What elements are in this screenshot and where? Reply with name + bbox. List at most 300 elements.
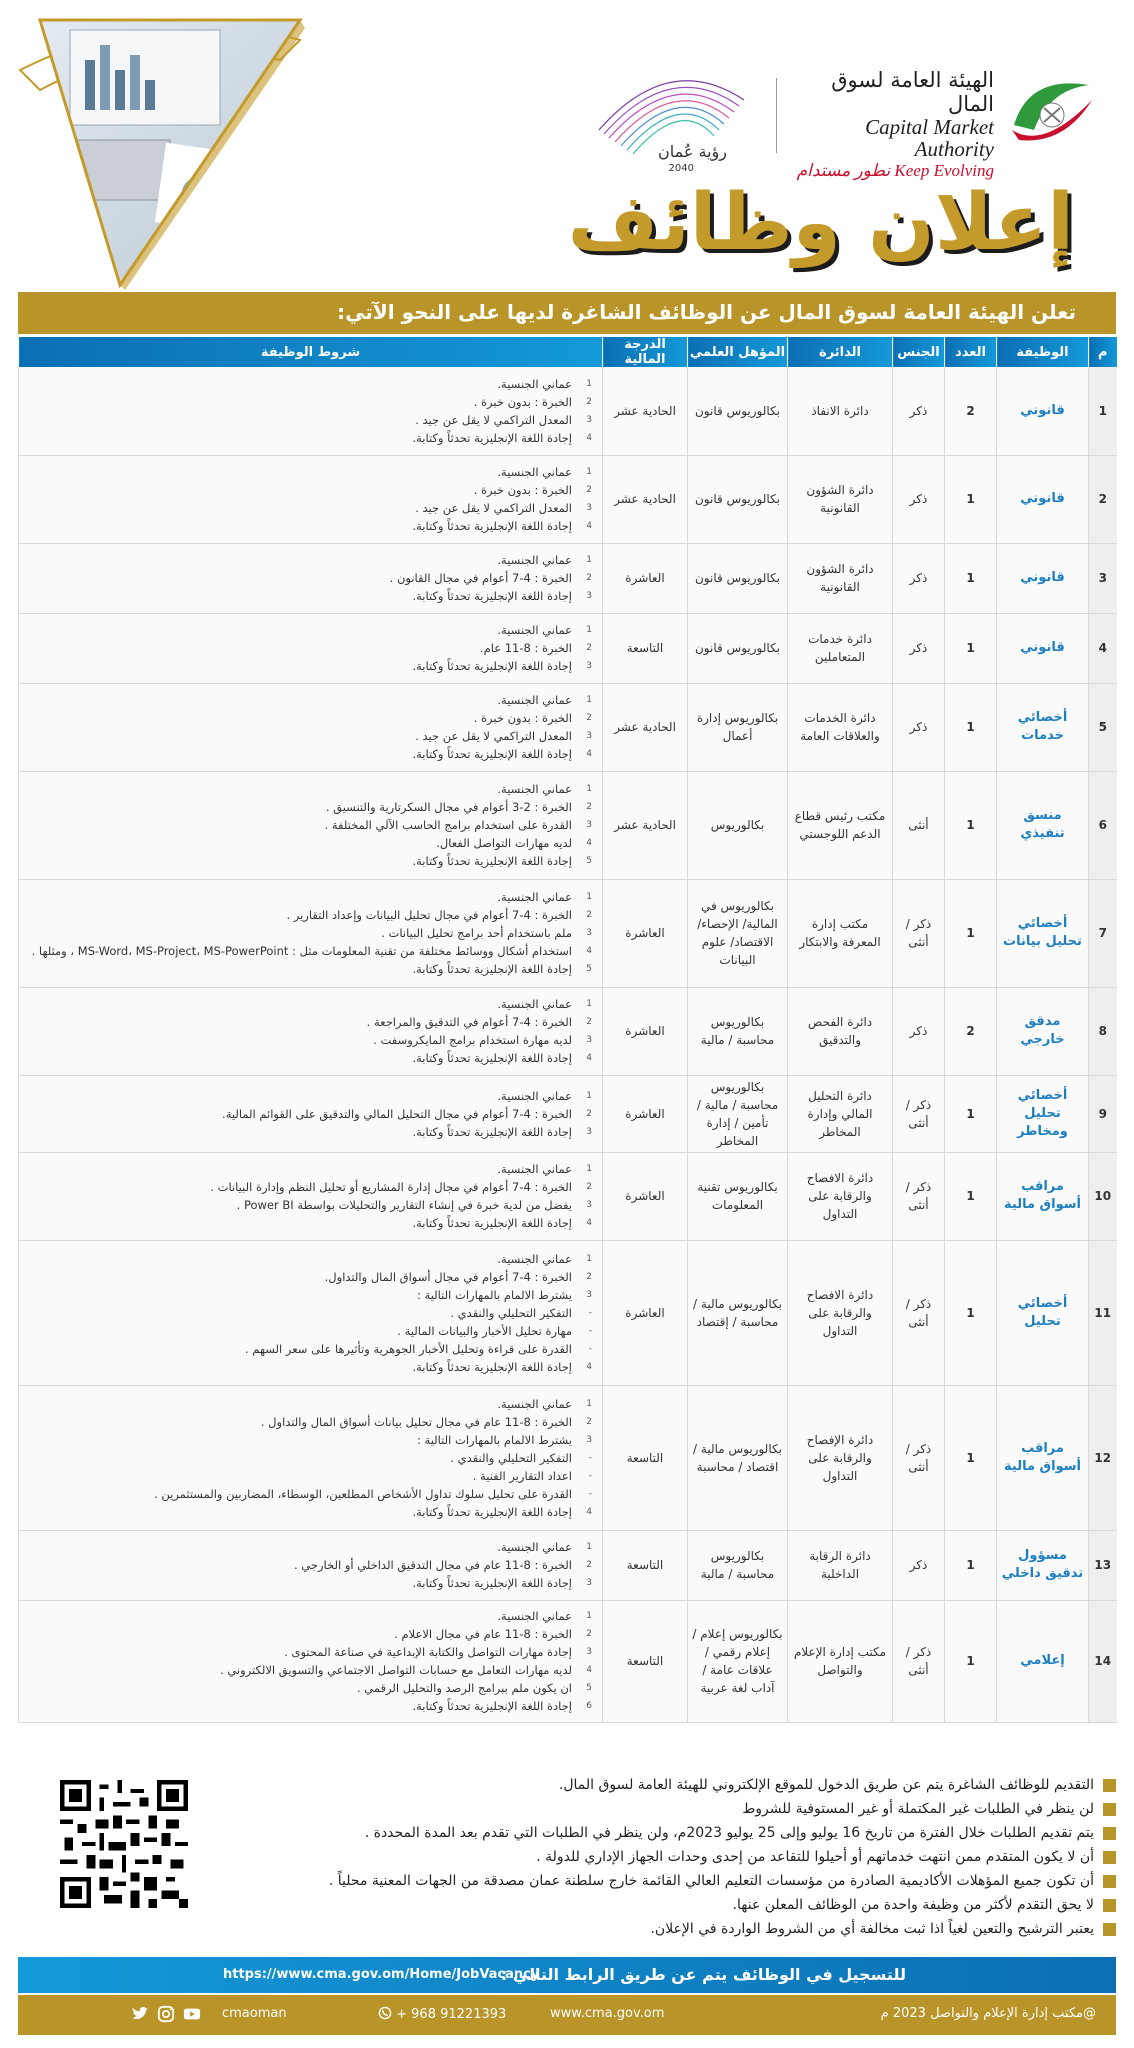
table-row xyxy=(19,1152,1117,1240)
job-department: دائرة خدمات المتعاملين xyxy=(788,613,893,683)
requirement-subitem xyxy=(23,1340,594,1358)
job-count: 1 xyxy=(945,771,997,879)
requirement-text: الخبرة : 8-11 عام في مجال تحليل بيانات أسواق المال والتداول . xyxy=(260,1414,572,1429)
requirement-bullet: 4 xyxy=(586,1218,592,1228)
job-title: أخصائي تحليل xyxy=(997,1240,1089,1385)
requirement-item xyxy=(23,1196,594,1214)
job-department: دائرة الإفصاح والرقابة على التداول xyxy=(788,1385,893,1530)
requirement-text: إجادة اللغة الإنجليزية تحدثاً وكتابة. xyxy=(412,854,572,868)
requirement-bullet: 5 xyxy=(586,964,592,974)
requirement-bullet: 1 xyxy=(586,999,592,1009)
requirement-text: لديه مهارات التواصل الفعال. xyxy=(436,836,572,850)
job-gender: ذكر xyxy=(893,367,945,455)
job-requirements xyxy=(19,1385,603,1530)
requirement-item xyxy=(23,1413,594,1431)
row-number: 12 xyxy=(1089,1385,1117,1530)
requirement-bullet: 1 xyxy=(586,467,592,477)
requirement-item xyxy=(23,429,594,447)
requirement-bullet: 5 xyxy=(586,1683,592,1693)
job-count: 2 xyxy=(945,367,997,455)
table-row xyxy=(19,1600,1117,1722)
requirement-text: إجادة اللغة الإنجليزية تحدثاً وكتابة. xyxy=(412,1504,572,1519)
requirement-bullet: 3 xyxy=(586,820,592,830)
requirement-text: إجادة اللغة الإنجليزية تحدثاً وكتابة. xyxy=(412,519,572,533)
job-grade: العاشرة xyxy=(603,1152,688,1240)
job-qualification: بكالوريوس تقنية المعلومات xyxy=(688,1152,788,1240)
job-requirements xyxy=(19,879,603,987)
requirement-text: عماني الجنسية. xyxy=(497,890,572,904)
requirement-subitem xyxy=(23,1304,594,1322)
youtube-icon[interactable] xyxy=(183,2005,201,2023)
requirements-list xyxy=(23,1538,594,1592)
requirement-item xyxy=(23,709,594,727)
requirement-text: القدرة على قراءة وتحليل الأخبار الجوهرية وتأثيرها على سعر السهم . xyxy=(245,1341,572,1356)
jobs-table xyxy=(18,337,1117,1723)
header-m: م xyxy=(1089,337,1117,367)
requirement-text: عماني الجنسية. xyxy=(497,693,572,707)
requirement-item xyxy=(23,1679,594,1697)
header-reqs: شروط الوظيفة xyxy=(19,337,603,367)
footer-website-link[interactable]: www.cma.gov.om xyxy=(550,2006,665,2021)
job-grade: الحادية عشر xyxy=(603,683,688,771)
row-number: 9 xyxy=(1089,1075,1117,1152)
table-row xyxy=(19,1075,1117,1152)
job-requirements xyxy=(19,683,603,771)
requirement-item xyxy=(23,569,594,587)
requirement-item xyxy=(23,1625,594,1643)
requirements-list xyxy=(23,1160,594,1232)
requirement-text: استخدام أشكال ووسائط مختلفة من تقنية المعلومات مثل : MS-Word، MS-Project، MS-PowerPoint ، ومثلها . xyxy=(31,944,572,958)
requirement-text: عماني الجنسية. xyxy=(497,782,572,796)
requirement-item xyxy=(23,463,594,481)
requirement-item xyxy=(23,995,594,1013)
requirement-item xyxy=(23,1643,594,1661)
requirement-item xyxy=(23,798,594,816)
requirement-bullet: 1 xyxy=(586,1542,592,1552)
job-qualification: بكالوريوس قانون xyxy=(688,455,788,543)
requirement-bullet: 3 xyxy=(586,414,592,425)
requirement-text: الخبرة : بدون خبرة . xyxy=(473,711,572,725)
requirement-text: عماني الجنسية. xyxy=(497,623,572,637)
requirement-text: الخبرة : 4-7 أعوام في مجال التحليل المالي والتدقيق على القوائم المالية. xyxy=(222,1106,572,1121)
job-requirements xyxy=(19,1075,603,1152)
job-qualification: بكالوريوس محاسبة / مالية / تأمين / إدارة المخاطر xyxy=(688,1075,788,1152)
requirement-item xyxy=(23,745,594,763)
requirement-item xyxy=(23,1268,594,1286)
requirement-item xyxy=(23,1607,594,1625)
requirement-text: عماني الجنسية. xyxy=(497,997,572,1011)
requirement-bullet: 4 xyxy=(586,1361,592,1372)
job-grade: التاسعة xyxy=(603,1600,688,1722)
requirement-bullet: 2 xyxy=(586,643,592,653)
requirement-text: لديه مهارة استخدام برامج المايكروسفت . xyxy=(373,1033,572,1047)
requirement-subitem xyxy=(23,1322,594,1340)
job-title: أخصائي تحليل بيانات xyxy=(997,879,1089,987)
job-count: 1 xyxy=(945,683,997,771)
job-qualification: بكالوريوس قانون xyxy=(688,367,788,455)
requirement-text: الخبرة : 4-7 أعوام في مجال إدارة المشاريع أو تحليل النظم وإدارة البيانات . xyxy=(210,1180,572,1194)
job-qualification: بكالوريوس قانون xyxy=(688,613,788,683)
requirement-text: الخبرة : 4-7 أعوام في مجال القانون . xyxy=(389,571,572,585)
whatsapp-icon xyxy=(378,2006,392,2020)
requirement-text: إجادة اللغة الإنجليزية تحدثاً وكتابة. xyxy=(412,747,572,761)
requirement-text: إجادة اللغة الإنجليزية تحدثاً وكتابة. xyxy=(412,430,572,445)
job-department: دائرة الرقابة الداخلية xyxy=(788,1530,893,1600)
requirement-text: القدرة على استخدام برامج الحاسب الآلي المختلفة . xyxy=(324,818,572,832)
requirement-bullet: 1 xyxy=(586,1253,592,1264)
job-count: 1 xyxy=(945,1075,997,1152)
requirement-bullet: 1 xyxy=(586,1090,592,1101)
requirement-bullet: 2 xyxy=(586,910,592,920)
job-title: مسؤول تدقيق داخلي xyxy=(997,1530,1089,1600)
requirement-bullet: 3 xyxy=(586,661,592,671)
header-grade: الدرجة المالية xyxy=(603,337,688,367)
job-gender: ذكر xyxy=(893,613,945,683)
social-icons xyxy=(131,2005,201,2023)
requirement-text: الخبرة : بدون خبرة . xyxy=(473,394,572,409)
requirement-text: عماني الجنسية. xyxy=(497,1396,572,1411)
job-department: دائرة الافصاح والرقابة على التداول xyxy=(788,1152,893,1240)
requirement-text: يشترط الالمام بالمهارات التالية : xyxy=(417,1432,572,1447)
requirement-subitem xyxy=(23,1467,594,1485)
requirement-bullet: 1 xyxy=(586,1164,592,1174)
requirement-text: عماني الجنسية. xyxy=(497,465,572,479)
note-item: أن لا يكون المتقدم ممن انتهت خدماتهم أو أحيلوا للتقاعد من إحدى وحدات الجهاز الإداري للدولة . xyxy=(216,1845,1116,1869)
requirement-text: عماني الجنسية. xyxy=(497,1540,572,1554)
requirement-bullet: 3 xyxy=(586,503,592,513)
requirement-bullet: 1 xyxy=(586,555,592,565)
requirements-list xyxy=(23,995,594,1067)
table-row xyxy=(19,1240,1117,1385)
job-department: دائرة الافصاح والرقابة على التداول xyxy=(788,1240,893,1385)
job-qualification: بكالوريوس إدارة أعمال xyxy=(688,683,788,771)
requirement-bullet: 1 xyxy=(586,378,592,389)
job-department: مكتب إدارة المعرفة والابتكار xyxy=(788,879,893,987)
requirements-list xyxy=(23,780,594,870)
requirement-text: إجادة اللغة الإنجليزية تحدثاً وكتابة. xyxy=(412,1124,572,1139)
footer-copyright: @مكتب إدارة الإعلام والتواصل 2023 م xyxy=(880,2006,1096,2021)
requirement-bullet: 3 xyxy=(586,591,592,601)
requirement-bullet: 3 xyxy=(586,1647,592,1657)
requirement-text: اعداد التقارير الفنية . xyxy=(472,1468,572,1483)
note-item: لن ينظر في الطلبات غير المكتملة أو غير المستوفية للشروط xyxy=(216,1797,1116,1821)
requirement-bullet: 1 xyxy=(586,625,592,635)
requirement-text: الخبرة : 2-3 أعوام في مجال السكرتارية والتنسيق . xyxy=(325,800,572,814)
header-count: العدد xyxy=(945,337,997,367)
job-grade: التاسعة xyxy=(603,613,688,683)
job-gender: ذكر xyxy=(893,455,945,543)
header-job: الوظيفة xyxy=(997,337,1089,367)
requirement-item xyxy=(23,1556,594,1574)
job-gender: أنثى xyxy=(893,771,945,879)
requirement-item xyxy=(23,924,594,942)
job-gender: ذكر / أنثى xyxy=(893,1600,945,1722)
requirement-text: عماني الجنسية. xyxy=(497,1088,572,1103)
job-requirements xyxy=(19,543,603,613)
requirement-item xyxy=(23,1661,594,1679)
requirement-text: إجادة اللغة الإنجليزية تحدثاً وكتابة. xyxy=(412,589,572,603)
job-count: 1 xyxy=(945,455,997,543)
requirement-bullet: 2 xyxy=(586,396,592,407)
requirement-bullet: 2 xyxy=(586,573,592,583)
requirement-bullet: 3 xyxy=(586,1126,592,1137)
job-gender: ذكر xyxy=(893,987,945,1075)
requirement-bullet: 3 xyxy=(586,1434,592,1445)
requirement-text: المعدل التراكمي لا يقل عن جيد . xyxy=(415,729,572,743)
requirement-text: الخبرة : 8-11 عام. xyxy=(479,641,572,655)
requirement-item xyxy=(23,1214,594,1232)
requirement-bullet: - xyxy=(588,1452,592,1463)
requirement-subitem xyxy=(23,1485,594,1503)
table-body xyxy=(19,367,1117,1722)
requirement-bullet: 4 xyxy=(586,1506,592,1517)
job-count: 1 xyxy=(945,543,997,613)
instagram-icon[interactable] xyxy=(157,2005,175,2023)
requirement-text: إجادة اللغة الإنجليزية تحدثاً وكتابة. xyxy=(412,1699,572,1713)
job-title: قانوني xyxy=(997,455,1089,543)
cma-emblem-icon xyxy=(1004,70,1099,150)
table-row xyxy=(19,771,1117,879)
job-requirements xyxy=(19,987,603,1075)
requirement-bullet: 5 xyxy=(586,856,592,866)
requirements-list xyxy=(23,1087,594,1141)
row-number: 1 xyxy=(1089,367,1117,455)
job-grade: الحادية عشر xyxy=(603,771,688,879)
requirement-bullet: 3 xyxy=(586,1578,592,1588)
row-number: 6 xyxy=(1089,771,1117,879)
job-gender: ذكر / أنثى xyxy=(893,879,945,987)
requirement-text: الخبرة : بدون خبرة . xyxy=(473,483,572,497)
requirement-text: إجادة اللغة الإنجليزية تحدثاً وكتابة. xyxy=(412,962,572,976)
header-gender: الجنس xyxy=(893,337,945,367)
requirements-list xyxy=(23,888,594,978)
requirement-item xyxy=(23,691,594,709)
job-qualification: بكالوريوس محاسبة / مالية xyxy=(688,987,788,1075)
note-item: يعتبر الترشيح والتعين لغياً اذا ثبت مخالفة أي من الشروط الواردة في الإعلان. xyxy=(216,1917,1116,1941)
job-gender: ذكر xyxy=(893,543,945,613)
register-bar xyxy=(18,1957,1116,1993)
table-row xyxy=(19,613,1117,683)
table-row xyxy=(19,455,1117,543)
subtitle-bar xyxy=(18,292,1116,334)
requirement-text: المعدل التراكمي لا يقل عن جيد . xyxy=(415,412,572,427)
requirement-bullet: 2 xyxy=(586,1017,592,1027)
twitter-icon[interactable] xyxy=(131,2005,149,2023)
requirement-bullet: 1 xyxy=(586,784,592,794)
requirement-item xyxy=(23,942,594,960)
requirement-item xyxy=(23,375,594,393)
job-count: 1 xyxy=(945,1240,997,1385)
row-number: 3 xyxy=(1089,543,1117,613)
requirement-text: مهارة تحليل الأخبار والبيانات المالية . xyxy=(397,1323,572,1338)
requirement-bullet: 2 xyxy=(586,1560,592,1570)
requirement-bullet: 1 xyxy=(586,892,592,902)
job-qualification: بكالوريوس إعلام / إعلام رقمي / علاقات عامة / آداب لغة عربية xyxy=(688,1600,788,1722)
job-count: 1 xyxy=(945,1152,997,1240)
requirement-text: الخبرة : 4-7 أعوام في مجال أسواق المال والتداول. xyxy=(324,1269,572,1284)
requirements-list xyxy=(23,375,594,447)
job-department: مكتب رئيس قطاع الدعم اللوجستي xyxy=(788,771,893,879)
job-title: منسق تنفيذي xyxy=(997,771,1089,879)
register-link[interactable]: https://www.cma.gov.om/Home/JobVacancy xyxy=(223,1967,540,1982)
job-grade: التاسعة xyxy=(603,1530,688,1600)
job-grade: العاشرة xyxy=(603,879,688,987)
requirement-bullet: 3 xyxy=(586,1289,592,1300)
requirement-text: الخبرة : 4-7 أعوام في التدقيق والمراجعة . xyxy=(366,1015,572,1029)
table-header-row xyxy=(19,337,1117,367)
requirement-bullet: 4 xyxy=(586,749,592,759)
job-department: دائرة التحليل المالي وإدارة المخاطر xyxy=(788,1075,893,1152)
requirement-text: المعدل التراكمي لا يقل عن جيد . xyxy=(415,501,572,515)
note-item: أن تكون جميع المؤهلات الأكاديمية الصادرة من مؤسسات التعليم العالي القائمة خارج سلطنة عمان مصدقة من الجهات المعنية محلياً . xyxy=(216,1869,1116,1893)
requirement-bullet: - xyxy=(588,1325,592,1336)
requirement-item xyxy=(23,393,594,411)
note-item: يتم تقديم الطلبات خلال الفترة من تاريخ 16 يوليو وإلى 25 يوليو 2023م، ولن ينظر في الطلبات التي تقدم بعد المدة المحددة . xyxy=(216,1821,1116,1845)
header-dept: الدائرة xyxy=(788,337,893,367)
requirement-item xyxy=(23,816,594,834)
row-number: 7 xyxy=(1089,879,1117,987)
requirement-bullet: - xyxy=(588,1343,592,1354)
requirement-item xyxy=(23,517,594,535)
footer-phone-text: + 968 91221393 xyxy=(396,2007,507,2022)
requirement-text: الخبرة : 8-11 عام في مجال الاعلام . xyxy=(394,1627,572,1641)
requirement-text: لديه مهارات التعامل مع حسابات التواصل الاجتماعي والتسويق الالكتروني . xyxy=(220,1663,572,1677)
job-count: 2 xyxy=(945,987,997,1075)
requirement-bullet: 2 xyxy=(586,802,592,812)
requirements-list xyxy=(23,551,594,605)
requirement-item xyxy=(23,1286,594,1304)
job-requirements xyxy=(19,1152,603,1240)
job-gender: ذكر / أنثى xyxy=(893,1385,945,1530)
job-title: قانوني xyxy=(997,613,1089,683)
requirement-text: إجادة اللغة الإنجليزية تحدثاً وكتابة. xyxy=(412,1359,572,1374)
requirement-text: عماني الجنسية. xyxy=(497,1162,572,1176)
requirement-item xyxy=(23,1013,594,1031)
requirement-text: عماني الجنسية. xyxy=(497,376,572,391)
requirement-text: يشترط الالمام بالمهارات التالية : xyxy=(417,1287,572,1302)
requirement-bullet: 2 xyxy=(586,485,592,495)
job-requirements xyxy=(19,613,603,683)
requirement-item xyxy=(23,960,594,978)
job-grade: الحادية عشر xyxy=(603,367,688,455)
requirement-bullet: 4 xyxy=(586,838,592,848)
requirement-bullet: - xyxy=(588,1488,592,1499)
requirement-item xyxy=(23,551,594,569)
header xyxy=(0,0,1134,290)
requirement-text: القدرة على تحليل سلوك تداول الأشخاص المطلعين، الوسطاء، المضاربين والمستثمرين . xyxy=(154,1486,572,1501)
requirement-item xyxy=(23,1538,594,1556)
requirement-item xyxy=(23,639,594,657)
requirement-item xyxy=(23,888,594,906)
requirements-list xyxy=(23,1607,594,1715)
job-requirements xyxy=(19,1530,603,1600)
job-title: مدقق خارجي xyxy=(997,987,1089,1075)
subtitle-text: تعلن الهيئة العامة لسوق المال عن الوظائف الشاغرة لديها على النحو الآتي: xyxy=(337,300,1076,324)
notes-list xyxy=(216,1773,1116,1941)
requirement-text: يفضل من لدية خبرة في إنشاء التقارير والتحليلات بواسطة Power BI . xyxy=(236,1198,572,1212)
job-gender: ذكر / أنثى xyxy=(893,1075,945,1152)
table-row xyxy=(19,1530,1117,1600)
job-requirements xyxy=(19,367,603,455)
job-gender: ذكر xyxy=(893,683,945,771)
footer xyxy=(18,1995,1116,2035)
note-item: لا يحق التقدم لأكثر من وظيفة واحدة من الوظائف المعلن عنها. xyxy=(216,1893,1116,1917)
job-requirements xyxy=(19,1600,603,1722)
job-gender: ذكر xyxy=(893,1530,945,1600)
requirement-bullet: 1 xyxy=(586,1611,592,1621)
job-requirements xyxy=(19,771,603,879)
requirement-bullet: 6 xyxy=(586,1701,592,1711)
logo-divider xyxy=(776,78,777,153)
row-number: 14 xyxy=(1089,1600,1117,1722)
job-qualification: بكالوريوس قانون xyxy=(688,543,788,613)
requirement-item xyxy=(23,657,594,675)
requirement-text: ان يكون ملم ببرامج الرصد والتحليل الرقمي . xyxy=(357,1681,572,1695)
requirements-list xyxy=(23,691,594,763)
header-qual: المؤهل العلمي xyxy=(688,337,788,367)
requirement-item xyxy=(23,852,594,870)
requirement-item xyxy=(23,1250,594,1268)
table-row xyxy=(19,1385,1117,1530)
requirement-item xyxy=(23,499,594,517)
requirements-list xyxy=(23,1250,594,1376)
requirement-item xyxy=(23,1160,594,1178)
requirement-item xyxy=(23,621,594,639)
requirement-bullet: 3 xyxy=(586,928,592,938)
office-photo-image xyxy=(0,0,330,290)
job-title: إعلامي xyxy=(997,1600,1089,1722)
requirement-text: إجادة اللغة الإنجليزية تحدثاً وكتابة. xyxy=(412,659,572,673)
job-count: 1 xyxy=(945,1530,997,1600)
job-requirements xyxy=(19,1240,603,1385)
requirement-bullet: 2 xyxy=(586,713,592,723)
requirement-text: ملم باستخدام أحد برامج تحليل البيانات . xyxy=(381,926,572,940)
requirement-bullet: 4 xyxy=(586,432,592,443)
requirement-item xyxy=(23,481,594,499)
requirement-text: عماني الجنسية. xyxy=(497,1251,572,1266)
requirement-item xyxy=(23,1123,594,1141)
table-row xyxy=(19,543,1117,613)
requirement-bullet: 2 xyxy=(586,1108,592,1119)
job-title: أخصائي خدمات xyxy=(997,683,1089,771)
job-grade: العاشرة xyxy=(603,987,688,1075)
job-gender: ذكر / أنثى xyxy=(893,1240,945,1385)
requirement-item xyxy=(23,1431,594,1449)
requirement-text: الخبرة : 8-11 عام في مجال التدقيق الداخلي أو الخارجي . xyxy=(293,1558,572,1572)
requirement-bullet: 2 xyxy=(586,1271,592,1282)
qr-code-icon[interactable] xyxy=(60,1780,188,1908)
job-qualification: بكالوريوس مالية / اقتصاد / محاسبة xyxy=(688,1385,788,1530)
requirement-bullet: - xyxy=(588,1470,592,1481)
page-title: إعلان وظائف xyxy=(567,178,1074,268)
requirement-item xyxy=(23,1031,594,1049)
logos xyxy=(579,30,1099,180)
requirement-item xyxy=(23,780,594,798)
requirement-text: التفكير التحليلي والنقدي . xyxy=(450,1305,572,1320)
job-qualification: بكالوريوس محاسبة / مالية xyxy=(688,1530,788,1600)
requirement-item xyxy=(23,906,594,924)
requirement-bullet: 4 xyxy=(586,1053,592,1063)
footer-phone[interactable] xyxy=(378,2006,506,2022)
requirement-item xyxy=(23,1358,594,1376)
requirement-bullet: 2 xyxy=(586,1629,592,1639)
requirements-list xyxy=(23,1395,594,1521)
requirement-bullet: 4 xyxy=(586,946,592,956)
job-department: دائرة الشؤون القانونية xyxy=(788,455,893,543)
requirement-text: عماني الجنسية. xyxy=(497,1609,572,1623)
job-qualification: بكالوريوس xyxy=(688,771,788,879)
job-qualification: بكالوريوس في المالية/ الإحصاء/ الاقتصاد/ علوم البيانات xyxy=(688,879,788,987)
